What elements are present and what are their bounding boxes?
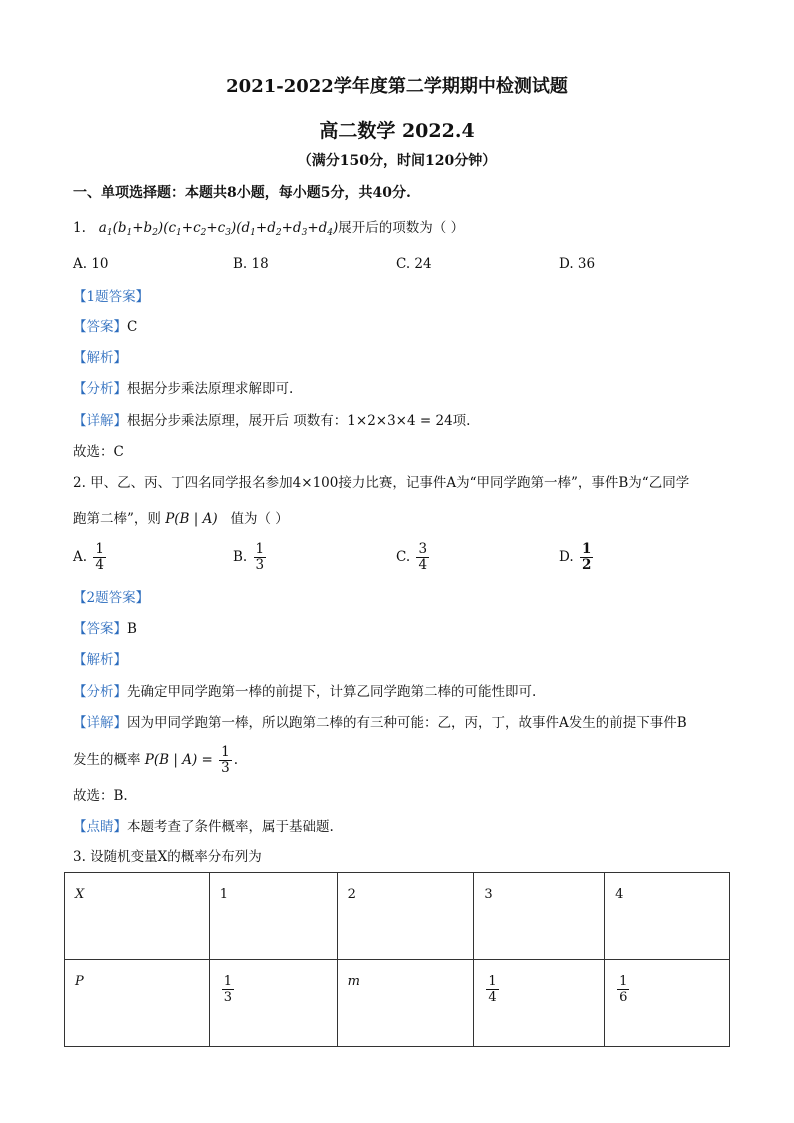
q2-option-c <box>396 542 431 573</box>
q2-stem-line2-a: 跑第二棒”，则 <box>73 511 161 527</box>
q2-fenxi <box>73 683 536 701</box>
q2-option-b-den: 3 <box>255 557 265 573</box>
q3-stem: 3. 设随机变量X的概率分布列为 <box>73 849 262 865</box>
q1-xiangjie-text: 根据分步乘法原理，展开后 项数有：1×2×3×4 = 24项. <box>127 413 471 429</box>
q2-answer-label: 【答案】 <box>73 621 127 637</box>
table-frac-den: 4 <box>488 990 497 1005</box>
q2-dianjing-label: 【点睛】 <box>73 819 127 835</box>
q1-option-b: B. 18 <box>233 256 269 272</box>
q1-option-c: C. 24 <box>396 256 432 272</box>
table-frac-den: 3 <box>223 990 233 1005</box>
q2-option-b-num: 1 <box>255 541 265 557</box>
q2-option-c-num: 3 <box>418 541 428 557</box>
q1-fenxi <box>73 380 293 398</box>
q2-option-a-den: 4 <box>95 557 104 573</box>
q2-fenxi-label: 【分析】 <box>73 684 127 700</box>
table-frac-num: 1 <box>223 974 233 989</box>
q1-fenxi-label: 【分析】 <box>73 381 127 397</box>
table-cell: 2 <box>337 873 474 960</box>
q2-option-d <box>559 542 595 573</box>
q2-expression: P(B | A) <box>165 511 218 527</box>
table-frac-den: 6 <box>619 990 628 1005</box>
table-cell: X <box>65 873 210 960</box>
q1-answer-tag: 【1题答案】 <box>73 289 150 305</box>
q2-answer <box>73 620 137 638</box>
table-cell <box>474 960 605 1047</box>
table-cell: 1 <box>209 873 337 960</box>
q2-option-b-label: B. <box>233 549 248 565</box>
q1-stem <box>73 219 464 242</box>
q2-xiangjie2-a: 发生的概率 <box>73 752 141 768</box>
distribution-table <box>64 872 730 1047</box>
q1-conclusion: 故选：C <box>73 444 124 460</box>
q2-answer-value: B <box>127 621 137 637</box>
q2-xiangjie-line2: 发生的概率 P(B | A) = $\frac{1}{3}$ . <box>73 744 239 776</box>
exam-note: （满分150分，时间120分钟） <box>297 153 497 169</box>
table-cell: P <box>65 960 210 1047</box>
table-cell <box>605 960 730 1047</box>
q2-option-d-label: D. <box>559 549 574 565</box>
q2-option-d-den: 2 <box>581 557 592 573</box>
q1-xiangjie-label: 【详解】 <box>73 413 127 429</box>
q2-option-a-num: 1 <box>95 541 104 557</box>
table-row <box>65 873 730 960</box>
q2-option-c-den: 4 <box>418 557 428 573</box>
q2-stem-line2-b: 值为（ ） <box>230 511 289 527</box>
q2-fenxi-text: 先确定甲同学跑第一棒的前提下，计算乙同学跑第二棒的可能性即可. <box>127 684 537 700</box>
q1-expression: $a_1(b_1+b_2)(c_1+c_2+c_3)(d_1+d_2+d_3+d_4)$ <box>90 220 339 238</box>
q2-answer-tag: 【2题答案】 <box>73 590 150 606</box>
q2-option-a-label: A. <box>73 549 88 565</box>
table-cell: 4 <box>605 873 730 960</box>
q1-xiangjie <box>73 412 470 430</box>
table-cell <box>209 960 337 1047</box>
q1-option-d: D. 36 <box>559 256 596 272</box>
q2-dianjing-text: 本题考查了条件概率，属于基础题. <box>127 819 334 835</box>
q2-xiangjie2-num: 1 <box>221 744 230 760</box>
q2-conclusion: 故选：B. <box>73 788 128 804</box>
q1-answer <box>73 318 137 336</box>
q1-fenxi-text: 根据分步乘法原理求解即可. <box>127 381 294 397</box>
exam-subtitle: 高二数学 2022.4 <box>319 120 475 142</box>
q2-xiangjie2-den: 3 <box>221 760 230 776</box>
q1-suffix: 展开后的项数为（ ） <box>338 220 465 236</box>
q2-option-a <box>73 542 108 573</box>
q1-analysis-tag: 【解析】 <box>73 350 127 366</box>
q1-answer-label: 【答案】 <box>73 319 127 335</box>
exam-title: 2021-2022学年度第二学期期中检测试题 <box>226 76 568 97</box>
q2-analysis-tag: 【解析】 <box>73 652 127 668</box>
q1-answer-value: C <box>127 319 138 335</box>
q1-option-a: A. 10 <box>73 256 109 272</box>
q2-stem-line2 <box>73 510 289 528</box>
table-cell: m <box>337 960 474 1047</box>
table-frac-num: 1 <box>619 974 628 989</box>
q2-xiangjie-text: 因为甲同学跑第一棒，所以跑第二棒的有三种可能：乙，丙，丁，故事件A发生的前提下事件B <box>127 715 687 731</box>
q2-xiangjie2-expr: P(B | A) = <box>144 752 213 768</box>
table-frac-num: 1 <box>488 974 497 989</box>
table-row <box>65 960 730 1047</box>
q2-dianjing <box>73 818 334 836</box>
q1-number: 1. <box>73 220 86 236</box>
table-cell: 3 <box>474 873 605 960</box>
q2-option-c-label: C. <box>396 549 411 565</box>
q2-xiangjie-label: 【详解】 <box>73 715 127 731</box>
section-heading: 一、单项选择题：本题共8小题，每小题5分，共40分. <box>73 185 411 201</box>
q2-stem-line1: 2. 甲、乙、丙、丁四名同学报名参加4×100接力比赛，记事件A为“甲同学跑第一棒”，事件B为“乙同学 <box>73 475 690 491</box>
q2-option-b <box>233 542 268 573</box>
q2-option-d-num: 1 <box>581 541 592 557</box>
q2-xiangjie <box>73 714 687 732</box>
